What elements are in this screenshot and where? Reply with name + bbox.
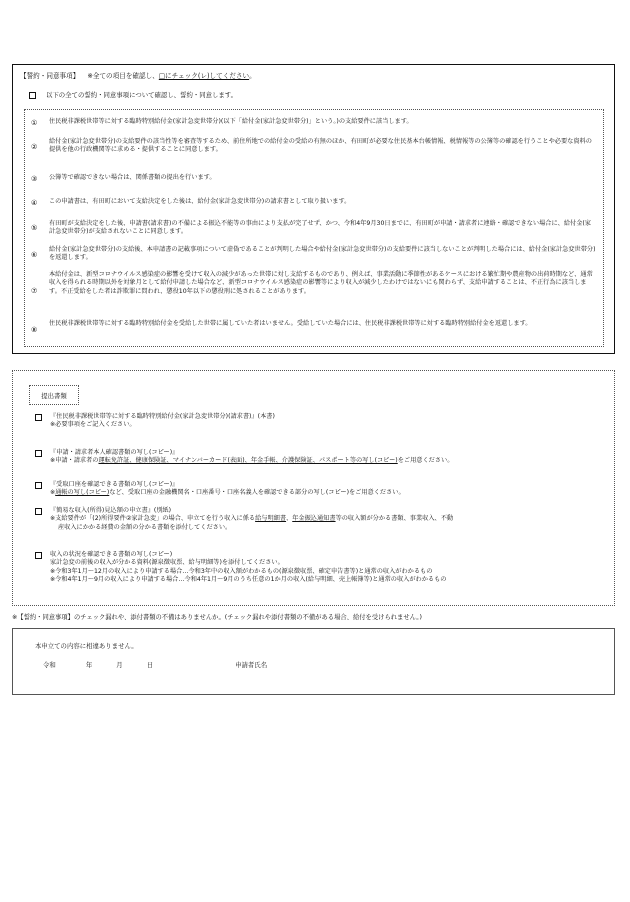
agree-all-row: [29, 91, 237, 100]
doc-item-form: [35, 413, 595, 430]
applicant-name-label: 申請者氏名: [235, 661, 268, 669]
oath-item-text: この申請書は、有田町において支給決定をした後は、給付金(家計急変世帯分)の請求書として取り扱います。: [49, 198, 351, 205]
oath-item-text: 有田町が支給決定をした後、申請書(請求書)の不備による振込不能等の事由により支払が完了せず、かつ、令和4年9月30日までに、有田町が申請・請求者に連絡・確認できない場合に、給付金(家計急変世帯分)が支給されないことに同意します。: [49, 220, 591, 236]
oath-item-text: 住民税非課税世帯等に対する臨時特別給付金を受給した世帯に属していた者はいません。受給していた場合には、住民税非課税世帯等に対する臨時特別給付金を返還します。: [49, 320, 532, 327]
oath-header-note-underlined: □にチェック(レ)してください: [158, 72, 250, 80]
agree-all-checkbox[interactable]: [29, 92, 36, 99]
oath-header: [20, 72, 256, 81]
oath-item-number: ②: [31, 143, 38, 151]
doc-id-note-end: をご用意ください。: [397, 457, 454, 465]
oath-items-box: [24, 109, 604, 347]
oath-item-text: 給付金(家計急変世帯分)の支給後、本申請書の記載事項について虚偽であることが判明した場合や給付金(家計急変世帯分)の支給要件に該当しないことが判明した場合には、給付金(家計急変世帯分)を返還します。: [49, 246, 596, 262]
doc-income-estimate-title: 『簡易な収入(所得)見込額の申立書』(別紙): [50, 507, 172, 514]
doc-bank-note: ※: [50, 489, 56, 497]
doc-income-status-line3: ※令和4年1月～9月の収入により申請する場合…令和4年1月～9月のうち任意の1か月の収入(給与明細、売上帳簿等)と通常の収入がわかるもの: [50, 576, 447, 584]
year-label: 年: [85, 661, 93, 669]
doc-income-estimate-note-line2: 産収入にかかる経費の金額の分かる書類を添付してください。: [58, 523, 232, 531]
oath-item-text: 住民税非課税世帯等に対する臨時特別給付金(家計急変世帯分)(以下「給付金(家計急変世帯分)」という。)の支給要件に該当します。: [49, 118, 413, 125]
doc-bank-note-end: など、受取口座の金融機関名・口座番号・口座名義人を確認できる部分の写し(コピー)をご用意ください。: [109, 489, 405, 497]
oath-item: [31, 320, 597, 334]
oath-item-number: ③: [31, 175, 38, 183]
oath-item-number: ⑥: [31, 251, 38, 259]
oath-header-note: ※全ての項目を確認し、: [87, 72, 159, 80]
doc-item-income-status: [35, 551, 595, 584]
oath-item-text: 給付金(家計急変世帯分)の支給要件の該当性等を審査等するため、前住所地での給付金の受給の有無のほか、有田町が必要な住民基本台帳情報、税情報等の公簿等の確認を行うことや必要な資料の提供を他の行政機関等に求める・提供することに同意します。: [49, 138, 592, 154]
doc-form-title: 『住民税非課税世帯等に対する臨時特別給付金(家計急変世帯分)(請求書)』(本書): [50, 413, 275, 420]
submission-docs-tab: 提出書類: [29, 385, 79, 405]
doc-id-title: 『申請・請求者本人確認書類の写し(コピー)』: [50, 449, 179, 456]
oath-item-text: 本給付金は、新型コロナウイルス感染症の影響を受けて収入の減少があった世帯に対し支給するものであり、例えば、事業活動に季節性があるケースにおける繁忙期や農産物の出荷時期など、通常収入を得られる時期以外を対象月として給付申請した場合など、新型コロナウイルス感染症の影響等により収入が減少したわけではないにも関わらず、支給申請することは、不正行為に該当します。不正受給をした者は詐欺罪に問われ、懲役10年以下の懲役刑に処されることがあります。: [49, 271, 593, 295]
oath-item: [31, 174, 597, 183]
oath-section: [12, 64, 615, 354]
doc-id-checkbox[interactable]: [35, 450, 42, 457]
doc-item-id: [35, 449, 595, 466]
oath-item-number: ①: [31, 119, 38, 127]
doc-form-checkbox[interactable]: [35, 414, 42, 421]
doc-income-estimate-note: ※支給要件が「(2)所得要件②家計急変」の場合、申立てを行う収入に係る: [50, 515, 256, 523]
oath-item: [31, 271, 597, 296]
doc-id-note: ※申請・請求者の: [50, 457, 99, 465]
doc-income-status-checkbox[interactable]: [35, 552, 42, 559]
doc-income-estimate-note-end: 等の収入額が分かる書類、事業収入、不動: [335, 515, 454, 523]
doc-income-estimate-checkbox[interactable]: [35, 508, 42, 515]
doc-form-note: ※必要事項をご記入ください。: [50, 421, 136, 429]
era-label: 令和: [43, 661, 56, 669]
doc-income-estimate-note-ul2: 年金振込通知書: [292, 515, 336, 523]
oath-item: [31, 198, 597, 207]
doc-bank-title: 『受取口座を確認できる書類の写し(コピー)』: [50, 481, 179, 488]
oath-header-note-end: 。: [249, 72, 256, 80]
doc-item-bank: [35, 481, 595, 498]
doc-bank-note-underlined: 通帳の写し(コピー): [55, 489, 110, 497]
oath-item-number: ⑦: [31, 287, 38, 295]
doc-income-estimate-note-ul1: 給与明細書: [255, 515, 287, 523]
confirmation-text: 本申立ての内容に相違ありません。: [35, 642, 138, 650]
oath-item: [31, 118, 597, 127]
submission-docs-section: [12, 370, 615, 606]
doc-income-estimate-note-mid: 、: [286, 515, 293, 523]
day-label: 日: [146, 661, 154, 669]
oath-item-text: 公簿等で確認できない場合は、関係書類の提出を行います。: [49, 174, 216, 181]
doc-income-status-title: 収入の状況を確認できる書類の写し(コピー): [50, 551, 173, 558]
month-label: 月: [116, 661, 123, 669]
confirmation-section: [12, 628, 615, 695]
check-reminder-note: ※【誓約・同意事項】のチェック漏れや、添付書類の不備はありませんか。(チェック漏れや添付書類の不備がある場合、給付を受けられません。): [12, 614, 422, 621]
oath-header-label: 【誓約・同意事項】: [20, 72, 80, 80]
doc-item-income-estimate: [35, 507, 595, 532]
oath-item-number: ⑧: [31, 326, 38, 334]
oath-item-number: ④: [31, 199, 38, 207]
oath-item: [31, 246, 597, 263]
oath-item-number: ⑤: [31, 224, 38, 232]
doc-bank-checkbox[interactable]: [35, 482, 42, 489]
oath-item: [31, 138, 597, 155]
agree-all-label: 以下の全ての誓約・同意事項について確認し、誓約・同意します。: [46, 91, 238, 99]
doc-income-status-line1: 家計急変の前後の収入が分かる資料(源泉徴収票、給与明細等)を添付してください。: [50, 559, 284, 567]
date-signature-line: [43, 661, 267, 670]
doc-income-status-line2: ※令和3年1月～12月の収入により申請する場合…令和3年中の収入額がわかるもの(源泉徴収票、確定申告書等)と通常の収入がわかるもの: [50, 567, 433, 575]
doc-id-note-underlined: 運転免許証、健康保険証、マイナンバーカード(表面)、年金手帳、介護保険証、パスポート等の写し(コピー): [98, 457, 398, 465]
oath-item: [31, 220, 597, 237]
